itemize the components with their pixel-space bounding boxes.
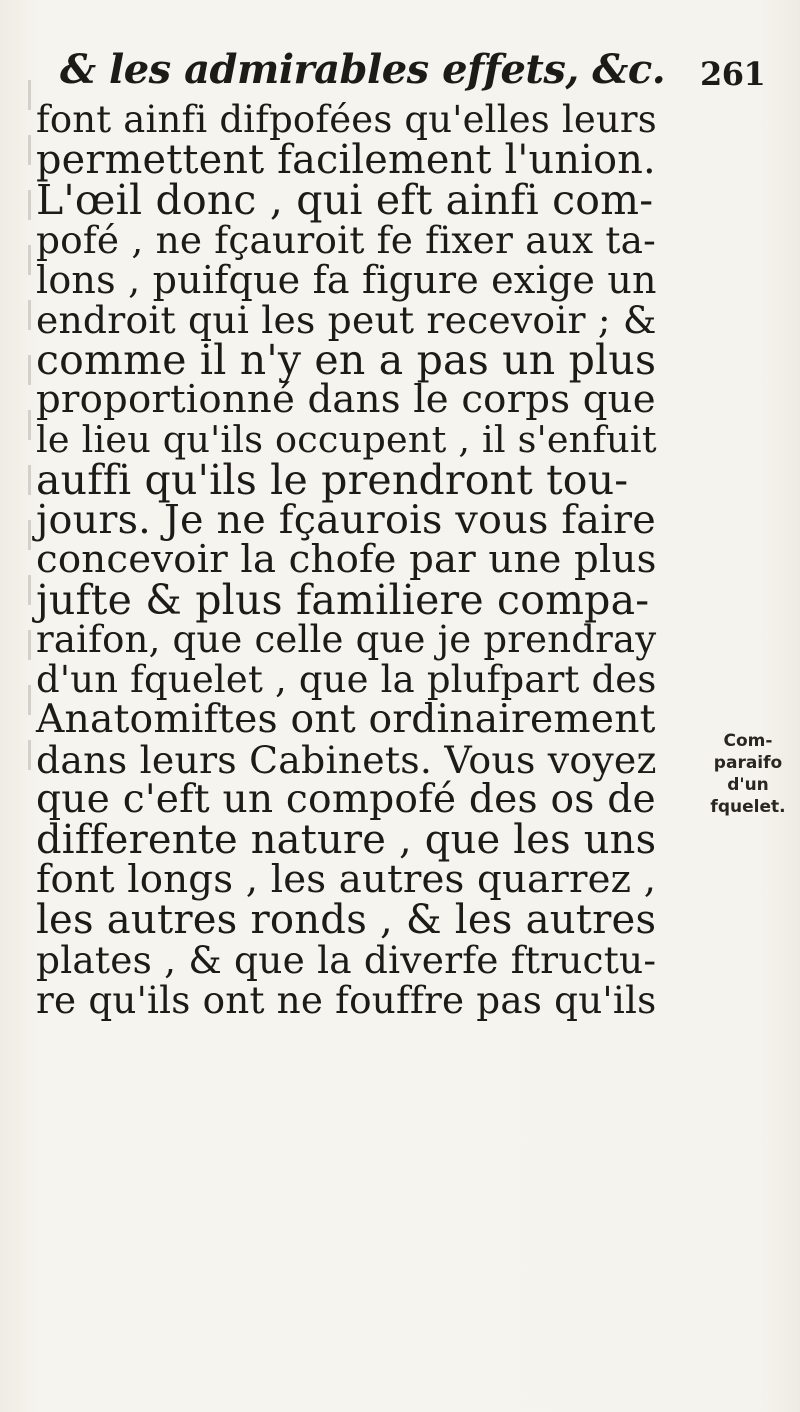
text-line: concevoir la chofe par une plus <box>36 537 657 582</box>
text-line: differente nature , que les uns <box>36 817 657 863</box>
margin-note-line: d'un <box>727 775 769 795</box>
text-line: d'un fquelet , que la plufpart des <box>36 658 657 701</box>
margin-note <box>698 730 798 818</box>
text-line: jours. Je ne fçaurois vous faire <box>36 497 656 543</box>
text-line: plates , & que la diverfe ftructu- <box>36 938 657 982</box>
text-line: Anatomiftes ont ordinairement <box>36 697 656 742</box>
margin-note-line: fquelet. <box>710 797 786 817</box>
gutter-shadow <box>28 80 31 780</box>
text-line: le lieu qu'ils occupent , il s'enfuit <box>36 418 657 461</box>
text-line: endroit qui les peut recevoir ; & <box>36 298 657 342</box>
text-line: proportionné dans le corps que <box>36 377 656 422</box>
text-line: que c'eft un compofé des os de <box>36 777 656 822</box>
text-line: jufte & plus familiere compa- <box>36 576 650 624</box>
body-text <box>36 100 656 1020</box>
text-line: pofé , ne fçauroit fe fixer aux ta- <box>36 218 657 262</box>
margin-note-line: Com- <box>723 731 773 751</box>
text-line: L'œil donc , qui eft ainfi com- <box>36 176 654 224</box>
text-line: raifon, que celle que je prendray <box>36 618 657 661</box>
text-line: auffi qu'ils le prendront tou- <box>36 456 629 504</box>
page-number: 261 <box>700 55 766 93</box>
text-line: les autres ronds , & les autres <box>36 897 657 943</box>
text-line: dans leurs Cabinets. Vous voyez <box>36 738 657 782</box>
running-head-title: & les admirables effets, &c. <box>60 46 666 93</box>
text-line: lons , puifque fa figure exige un <box>36 258 657 302</box>
text-line: permettent facilement l'union. <box>36 137 656 183</box>
margin-note-line: paraifo <box>713 753 783 773</box>
text-line: font ainfi difpofées qu'elles leurs <box>36 98 657 141</box>
text-line: re qu'ils ont ne fouffre pas qu'ils <box>36 978 657 1022</box>
text-line: font longs , les autres quarrez , <box>36 857 657 902</box>
text-line: comme il n'y en a pas un plus <box>36 336 657 384</box>
running-head <box>60 40 766 100</box>
